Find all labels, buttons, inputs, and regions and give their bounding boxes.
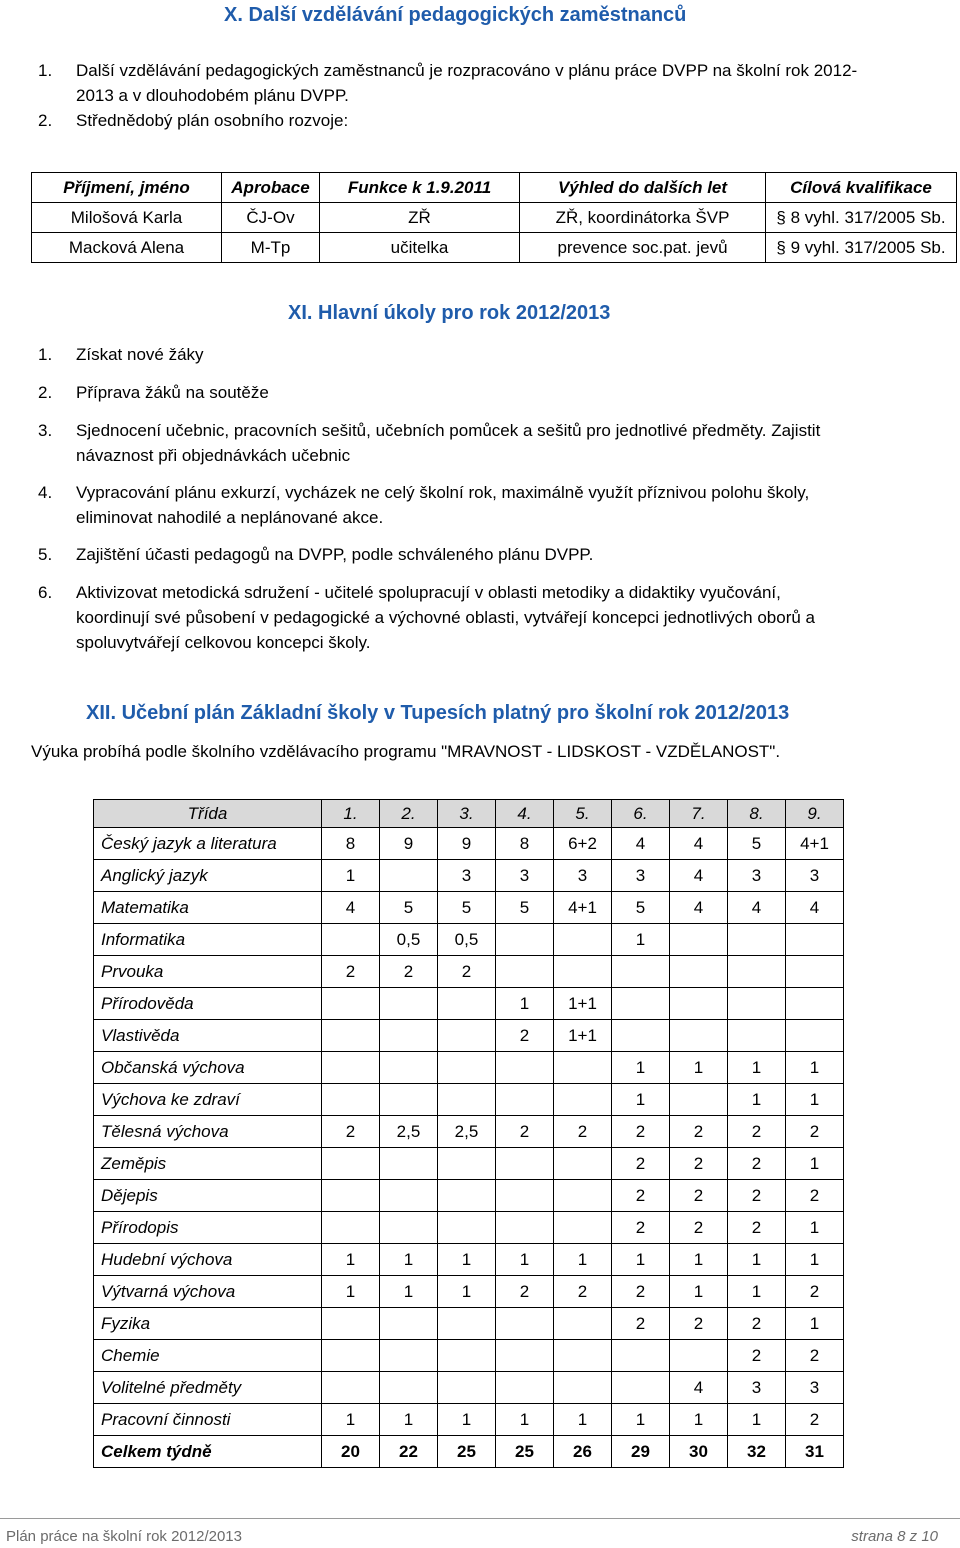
table-header-cell: Aprobace bbox=[222, 173, 320, 203]
subject-cell: Zeměpis bbox=[94, 1148, 322, 1180]
hours-cell bbox=[496, 1180, 554, 1212]
hours-cell: 4 bbox=[670, 892, 728, 924]
hours-cell: 1 bbox=[786, 1052, 844, 1084]
hours-cell: 2 bbox=[496, 1116, 554, 1148]
hours-cell bbox=[554, 1212, 612, 1244]
hours-cell: 9 bbox=[438, 828, 496, 860]
hours-cell bbox=[438, 1084, 496, 1116]
hours-cell: 1 bbox=[612, 1244, 670, 1276]
hours-cell bbox=[554, 1372, 612, 1404]
curriculum-intro-text: Výuka probíhá podle školního vzdělávacího programu "MRAVNOST - LIDSKOST - VZDĚLANOST". bbox=[31, 742, 781, 761]
hours-cell bbox=[670, 956, 728, 988]
hours-cell: 1 bbox=[322, 860, 380, 892]
list-item-text: Získat nové žáky bbox=[76, 345, 204, 364]
hours-cell: 3 bbox=[554, 860, 612, 892]
subject-cell: Matematika bbox=[94, 892, 322, 924]
hours-cell: 1 bbox=[438, 1244, 496, 1276]
subject-cell: Tělesná výchova bbox=[94, 1116, 322, 1148]
subject-cell: Prvouka bbox=[94, 956, 322, 988]
hours-cell: 4 bbox=[612, 828, 670, 860]
hours-cell bbox=[438, 1308, 496, 1340]
list-item bbox=[38, 480, 938, 530]
hours-cell: 2 bbox=[322, 1116, 380, 1148]
hours-cell: 2 bbox=[786, 1404, 844, 1436]
hours-cell: 2 bbox=[612, 1148, 670, 1180]
table-header-cell: Příjmení, jméno bbox=[32, 173, 222, 203]
hours-cell bbox=[496, 1148, 554, 1180]
hours-cell: 1 bbox=[612, 1084, 670, 1116]
table-row bbox=[94, 924, 844, 956]
hours-cell: 0,5 bbox=[438, 924, 496, 956]
hours-cell: 1 bbox=[670, 1276, 728, 1308]
table-row bbox=[32, 233, 957, 263]
hours-cell bbox=[380, 1372, 438, 1404]
hours-cell: 4 bbox=[670, 1372, 728, 1404]
table-row bbox=[94, 860, 844, 892]
hours-cell bbox=[554, 1308, 612, 1340]
table-cell: § 8 vyhl. 317/2005 Sb. bbox=[766, 203, 957, 233]
hours-cell bbox=[322, 1308, 380, 1340]
hours-cell: 2 bbox=[728, 1116, 786, 1148]
subject-cell: Pracovní činnosti bbox=[94, 1404, 322, 1436]
hours-cell bbox=[496, 956, 554, 988]
hours-cell bbox=[612, 1340, 670, 1372]
hours-cell bbox=[380, 1180, 438, 1212]
hours-cell bbox=[612, 1020, 670, 1052]
table-row bbox=[94, 1148, 844, 1180]
hours-cell bbox=[322, 988, 380, 1020]
subject-cell: Výchova ke zdraví bbox=[94, 1084, 322, 1116]
hours-cell: 1 bbox=[322, 1404, 380, 1436]
hours-cell bbox=[786, 924, 844, 956]
table-header-row bbox=[94, 800, 844, 828]
hours-cell: 1. bbox=[322, 800, 380, 828]
hours-cell: 2,5 bbox=[380, 1116, 438, 1148]
hours-cell: 25 bbox=[496, 1436, 554, 1468]
hours-cell: 1 bbox=[728, 1052, 786, 1084]
hours-cell: 2 bbox=[496, 1276, 554, 1308]
hours-cell: 2 bbox=[728, 1340, 786, 1372]
table-cell: M-Tp bbox=[222, 233, 320, 263]
subject-cell: Výtvarná výchova bbox=[94, 1276, 322, 1308]
hours-cell bbox=[322, 1148, 380, 1180]
hours-cell bbox=[554, 1340, 612, 1372]
subject-cell: Hudební výchova bbox=[94, 1244, 322, 1276]
hours-cell: 2 bbox=[670, 1148, 728, 1180]
hours-cell bbox=[496, 1340, 554, 1372]
hours-cell: 1 bbox=[728, 1084, 786, 1116]
hours-cell: 1 bbox=[728, 1244, 786, 1276]
table-cell: ZŘ bbox=[320, 203, 520, 233]
hours-cell bbox=[322, 924, 380, 956]
subject-cell: Český jazyk a literatura bbox=[94, 828, 322, 860]
hours-cell: 1 bbox=[786, 1148, 844, 1180]
hours-cell: 8. bbox=[728, 800, 786, 828]
hours-cell: 22 bbox=[380, 1436, 438, 1468]
hours-cell: 1 bbox=[786, 1244, 844, 1276]
hours-cell: 5 bbox=[728, 828, 786, 860]
hours-cell: 4 bbox=[670, 860, 728, 892]
subject-cell: Vlastivěda bbox=[94, 1020, 322, 1052]
hours-cell: 1 bbox=[728, 1276, 786, 1308]
subject-cell: Chemie bbox=[94, 1340, 322, 1372]
hours-cell: 1 bbox=[380, 1276, 438, 1308]
hours-cell: 2 bbox=[786, 1180, 844, 1212]
hours-cell bbox=[380, 1020, 438, 1052]
hours-cell bbox=[554, 1180, 612, 1212]
list-item-text: Další vzdělávání pedagogických zaměstnanců je rozpracováno v plánu práce DVPP na školní rok 2012- 2013 a v dlouhodobém plánu DVPP. bbox=[76, 61, 858, 105]
curriculum-table-body bbox=[94, 800, 844, 1468]
page-footer bbox=[0, 1528, 960, 1548]
hours-cell bbox=[786, 956, 844, 988]
hours-cell: 1 bbox=[612, 1404, 670, 1436]
hours-cell: 2 bbox=[670, 1308, 728, 1340]
hours-cell bbox=[322, 1340, 380, 1372]
hours-cell: 2 bbox=[728, 1148, 786, 1180]
subject-cell: Dějepis bbox=[94, 1180, 322, 1212]
hours-cell bbox=[380, 1148, 438, 1180]
hours-cell bbox=[380, 988, 438, 1020]
hours-cell: 2 bbox=[612, 1276, 670, 1308]
hours-cell: 31 bbox=[786, 1436, 844, 1468]
hours-cell: 1+1 bbox=[554, 988, 612, 1020]
footer-document-title: Plán práce na školní rok 2012/2013 bbox=[6, 1528, 242, 1545]
table-row bbox=[94, 1084, 844, 1116]
hours-cell: 1 bbox=[496, 1244, 554, 1276]
hours-cell: 1 bbox=[786, 1084, 844, 1116]
list-item-text: Vypracování plánu exkurzí, vycházek ne celý školní rok, maximálně využít příznivou polohu školy, eliminovat nahodilé a neplánované akce. bbox=[76, 483, 810, 527]
hours-cell: 4 bbox=[322, 892, 380, 924]
list-item-number: 1. bbox=[38, 61, 53, 80]
hours-cell bbox=[496, 1052, 554, 1084]
hours-cell: 29 bbox=[612, 1436, 670, 1468]
hours-cell: 2 bbox=[322, 956, 380, 988]
table-row bbox=[94, 1340, 844, 1372]
hours-cell: 9 bbox=[380, 828, 438, 860]
hours-cell: 4+1 bbox=[786, 828, 844, 860]
subject-cell: Informatika bbox=[94, 924, 322, 956]
hours-cell bbox=[322, 1180, 380, 1212]
table-header-cell: Funkce k 1.9.2011 bbox=[320, 173, 520, 203]
hours-cell: 1 bbox=[670, 1052, 728, 1084]
table-cell: prevence soc.pat. jevů bbox=[520, 233, 766, 263]
list-item bbox=[38, 58, 938, 108]
hours-cell bbox=[322, 1020, 380, 1052]
staff-development-table bbox=[31, 172, 957, 263]
hours-cell: 9. bbox=[786, 800, 844, 828]
table-row bbox=[94, 892, 844, 924]
table-cell: ZŘ, koordinátorka ŠVP bbox=[520, 203, 766, 233]
list-item-text: Příprava žáků na soutěže bbox=[76, 383, 269, 402]
hours-cell bbox=[438, 1180, 496, 1212]
hours-cell bbox=[496, 924, 554, 956]
hours-cell: 5 bbox=[380, 892, 438, 924]
hours-cell bbox=[612, 1372, 670, 1404]
hours-cell bbox=[322, 1212, 380, 1244]
table-row bbox=[94, 1116, 844, 1148]
hours-cell bbox=[380, 860, 438, 892]
table-row bbox=[94, 1020, 844, 1052]
subject-cell: Přírodopis bbox=[94, 1212, 322, 1244]
hours-cell: 1 bbox=[380, 1244, 438, 1276]
hours-cell bbox=[496, 1372, 554, 1404]
hours-cell bbox=[554, 1148, 612, 1180]
hours-cell bbox=[786, 988, 844, 1020]
list-item-text: Aktivizovat metodická sdružení - učitelé spolupracují v oblasti metodiky a didaktiky vyučování, koordinují své působení v pedagogické a výchovné oblasti, vytvářejí koncepci jednotlivých oborů a spoluvytvářejí celkovou koncepci školy. bbox=[76, 583, 815, 652]
hours-cell: 3 bbox=[728, 1372, 786, 1404]
hours-cell bbox=[670, 924, 728, 956]
hours-cell bbox=[554, 924, 612, 956]
table-cell: Milošová Karla bbox=[32, 203, 222, 233]
hours-cell: 2 bbox=[728, 1308, 786, 1340]
hours-cell: 1 bbox=[438, 1276, 496, 1308]
table-row bbox=[94, 988, 844, 1020]
hours-cell: 2 bbox=[496, 1020, 554, 1052]
hours-cell: 1 bbox=[612, 1052, 670, 1084]
hours-cell: 3 bbox=[438, 860, 496, 892]
list-item-number: 2. bbox=[38, 111, 53, 130]
hours-cell: 1 bbox=[786, 1212, 844, 1244]
table-row bbox=[94, 1212, 844, 1244]
subject-cell: Přírodověda bbox=[94, 988, 322, 1020]
hours-cell: 7. bbox=[670, 800, 728, 828]
hours-cell: 1 bbox=[670, 1404, 728, 1436]
hours-cell: 8 bbox=[496, 828, 554, 860]
list-item bbox=[38, 580, 938, 655]
table-row bbox=[94, 828, 844, 860]
list-item-number: 6. bbox=[38, 583, 53, 602]
hours-cell: 3 bbox=[496, 860, 554, 892]
curriculum-table bbox=[93, 799, 844, 1468]
hours-cell: 5 bbox=[612, 892, 670, 924]
hours-cell: 5 bbox=[438, 892, 496, 924]
table-header-cell: Cílová kvalifikace bbox=[766, 173, 957, 203]
list-item-number: 1. bbox=[38, 345, 53, 364]
hours-cell: 4 bbox=[670, 828, 728, 860]
list-item-number: 5. bbox=[38, 545, 53, 564]
table-row bbox=[94, 956, 844, 988]
hours-cell: 1 bbox=[322, 1244, 380, 1276]
section-xi-heading: XI. Hlavní úkoly pro rok 2012/2013 bbox=[288, 302, 611, 324]
list-item bbox=[38, 418, 938, 468]
hours-cell bbox=[438, 1212, 496, 1244]
hours-cell bbox=[496, 1212, 554, 1244]
subject-cell: Třída bbox=[94, 800, 322, 828]
subject-cell: Celkem týdně bbox=[94, 1436, 322, 1468]
hours-cell: 32 bbox=[728, 1436, 786, 1468]
hours-cell: 1 bbox=[554, 1244, 612, 1276]
list-item-number: 4. bbox=[38, 483, 53, 502]
hours-cell: 6+2 bbox=[554, 828, 612, 860]
hours-cell bbox=[554, 956, 612, 988]
hours-cell bbox=[612, 956, 670, 988]
hours-cell: 2 bbox=[786, 1116, 844, 1148]
table-row bbox=[32, 203, 957, 233]
hours-cell bbox=[438, 988, 496, 1020]
subject-cell: Občanská výchova bbox=[94, 1052, 322, 1084]
hours-cell: 2 bbox=[670, 1212, 728, 1244]
hours-cell: 2 bbox=[554, 1276, 612, 1308]
list-item bbox=[38, 380, 438, 405]
hours-cell bbox=[380, 1308, 438, 1340]
hours-cell: 2 bbox=[728, 1212, 786, 1244]
hours-cell bbox=[728, 1020, 786, 1052]
hours-cell bbox=[438, 1340, 496, 1372]
list-item bbox=[38, 342, 438, 367]
table-cell: ČJ-Ov bbox=[222, 203, 320, 233]
hours-cell bbox=[496, 1308, 554, 1340]
subject-cell: Anglický jazyk bbox=[94, 860, 322, 892]
table-row bbox=[94, 1372, 844, 1404]
hours-cell: 1+1 bbox=[554, 1020, 612, 1052]
hours-cell bbox=[322, 1372, 380, 1404]
list-item-number: 2. bbox=[38, 383, 53, 402]
table-row bbox=[94, 1180, 844, 1212]
table-cell: učitelka bbox=[320, 233, 520, 263]
hours-cell bbox=[786, 1020, 844, 1052]
hours-cell: 3 bbox=[728, 860, 786, 892]
table-header-row bbox=[32, 173, 957, 203]
hours-cell: 20 bbox=[322, 1436, 380, 1468]
hours-cell: 5. bbox=[554, 800, 612, 828]
table-cell: § 9 vyhl. 317/2005 Sb. bbox=[766, 233, 957, 263]
hours-cell: 2 bbox=[786, 1276, 844, 1308]
hours-cell: 1 bbox=[438, 1404, 496, 1436]
list-item-text: Střednědobý plán osobního rozvoje: bbox=[76, 111, 349, 130]
hours-cell: 3 bbox=[786, 860, 844, 892]
hours-cell: 2 bbox=[670, 1180, 728, 1212]
hours-cell bbox=[554, 1052, 612, 1084]
hours-cell bbox=[554, 1084, 612, 1116]
hours-cell bbox=[670, 988, 728, 1020]
hours-cell: 5 bbox=[496, 892, 554, 924]
hours-cell: 2 bbox=[612, 1180, 670, 1212]
hours-cell: 4 bbox=[728, 892, 786, 924]
hours-cell: 3 bbox=[786, 1372, 844, 1404]
hours-cell: 2 bbox=[612, 1308, 670, 1340]
footer-divider bbox=[0, 1518, 960, 1519]
hours-cell bbox=[438, 1372, 496, 1404]
hours-cell: 2 bbox=[728, 1180, 786, 1212]
hours-cell: 1 bbox=[612, 924, 670, 956]
hours-cell: 0,5 bbox=[380, 924, 438, 956]
hours-cell: 6. bbox=[612, 800, 670, 828]
subject-cell: Volitelné předměty bbox=[94, 1372, 322, 1404]
hours-cell: 1 bbox=[496, 988, 554, 1020]
list-item-text: Zajištění účasti pedagogů na DVPP, podle schváleného plánu DVPP. bbox=[76, 545, 594, 564]
table-total-row bbox=[94, 1436, 844, 1468]
hours-cell bbox=[380, 1212, 438, 1244]
hours-cell bbox=[670, 1084, 728, 1116]
table-row bbox=[94, 1052, 844, 1084]
hours-cell: 1 bbox=[322, 1276, 380, 1308]
hours-cell: 3. bbox=[438, 800, 496, 828]
hours-cell bbox=[670, 1340, 728, 1372]
table-cell: Macková Alena bbox=[32, 233, 222, 263]
hours-cell bbox=[612, 988, 670, 1020]
table-row bbox=[94, 1404, 844, 1436]
hours-cell: 4+1 bbox=[554, 892, 612, 924]
hours-cell bbox=[728, 988, 786, 1020]
hours-cell: 30 bbox=[670, 1436, 728, 1468]
table-row bbox=[94, 1244, 844, 1276]
hours-cell: 2 bbox=[612, 1116, 670, 1148]
hours-cell: 1 bbox=[380, 1404, 438, 1436]
section-x-heading: X. Další vzdělávání pedagogických zaměstnanců bbox=[224, 4, 687, 26]
table-header-cell: Výhled do dalších let bbox=[520, 173, 766, 203]
hours-cell bbox=[670, 1020, 728, 1052]
hours-cell: 26 bbox=[554, 1436, 612, 1468]
footer-page-number: strana 8 z 10 bbox=[851, 1528, 938, 1545]
hours-cell: 8 bbox=[322, 828, 380, 860]
hours-cell bbox=[380, 1340, 438, 1372]
hours-cell bbox=[322, 1084, 380, 1116]
hours-cell: 1 bbox=[496, 1404, 554, 1436]
hours-cell: 4 bbox=[786, 892, 844, 924]
table-row bbox=[94, 1308, 844, 1340]
hours-cell bbox=[380, 1052, 438, 1084]
hours-cell: 25 bbox=[438, 1436, 496, 1468]
hours-cell: 2 bbox=[670, 1116, 728, 1148]
list-item bbox=[38, 108, 638, 133]
hours-cell bbox=[438, 1148, 496, 1180]
hours-cell: 4. bbox=[496, 800, 554, 828]
hours-cell: 1 bbox=[554, 1404, 612, 1436]
list-item-number: 3. bbox=[38, 421, 53, 440]
hours-cell: 2. bbox=[380, 800, 438, 828]
hours-cell: 1 bbox=[786, 1308, 844, 1340]
list-item-text: Sjednocení učebnic, pracovních sešitů, učebních pomůcek a sešitů pro jednotlivé předměty. Zajistit návaznost při objednávkách učebnic bbox=[76, 421, 821, 465]
section-xii-heading: XII. Učební plán Základní školy v Tupesích platný pro školní rok 2012/2013 bbox=[86, 702, 790, 724]
hours-cell: 2 bbox=[554, 1116, 612, 1148]
hours-cell: 1 bbox=[670, 1244, 728, 1276]
table-row bbox=[94, 1276, 844, 1308]
hours-cell bbox=[380, 1084, 438, 1116]
hours-cell: 2,5 bbox=[438, 1116, 496, 1148]
subject-cell: Fyzika bbox=[94, 1308, 322, 1340]
hours-cell bbox=[438, 1052, 496, 1084]
hours-cell: 2 bbox=[380, 956, 438, 988]
hours-cell bbox=[728, 924, 786, 956]
hours-cell: 2 bbox=[612, 1212, 670, 1244]
hours-cell: 2 bbox=[438, 956, 496, 988]
hours-cell bbox=[728, 956, 786, 988]
hours-cell: 2 bbox=[786, 1340, 844, 1372]
hours-cell: 3 bbox=[612, 860, 670, 892]
hours-cell bbox=[322, 1052, 380, 1084]
hours-cell: 1 bbox=[728, 1404, 786, 1436]
hours-cell bbox=[496, 1084, 554, 1116]
list-item bbox=[38, 542, 938, 567]
hours-cell bbox=[438, 1020, 496, 1052]
